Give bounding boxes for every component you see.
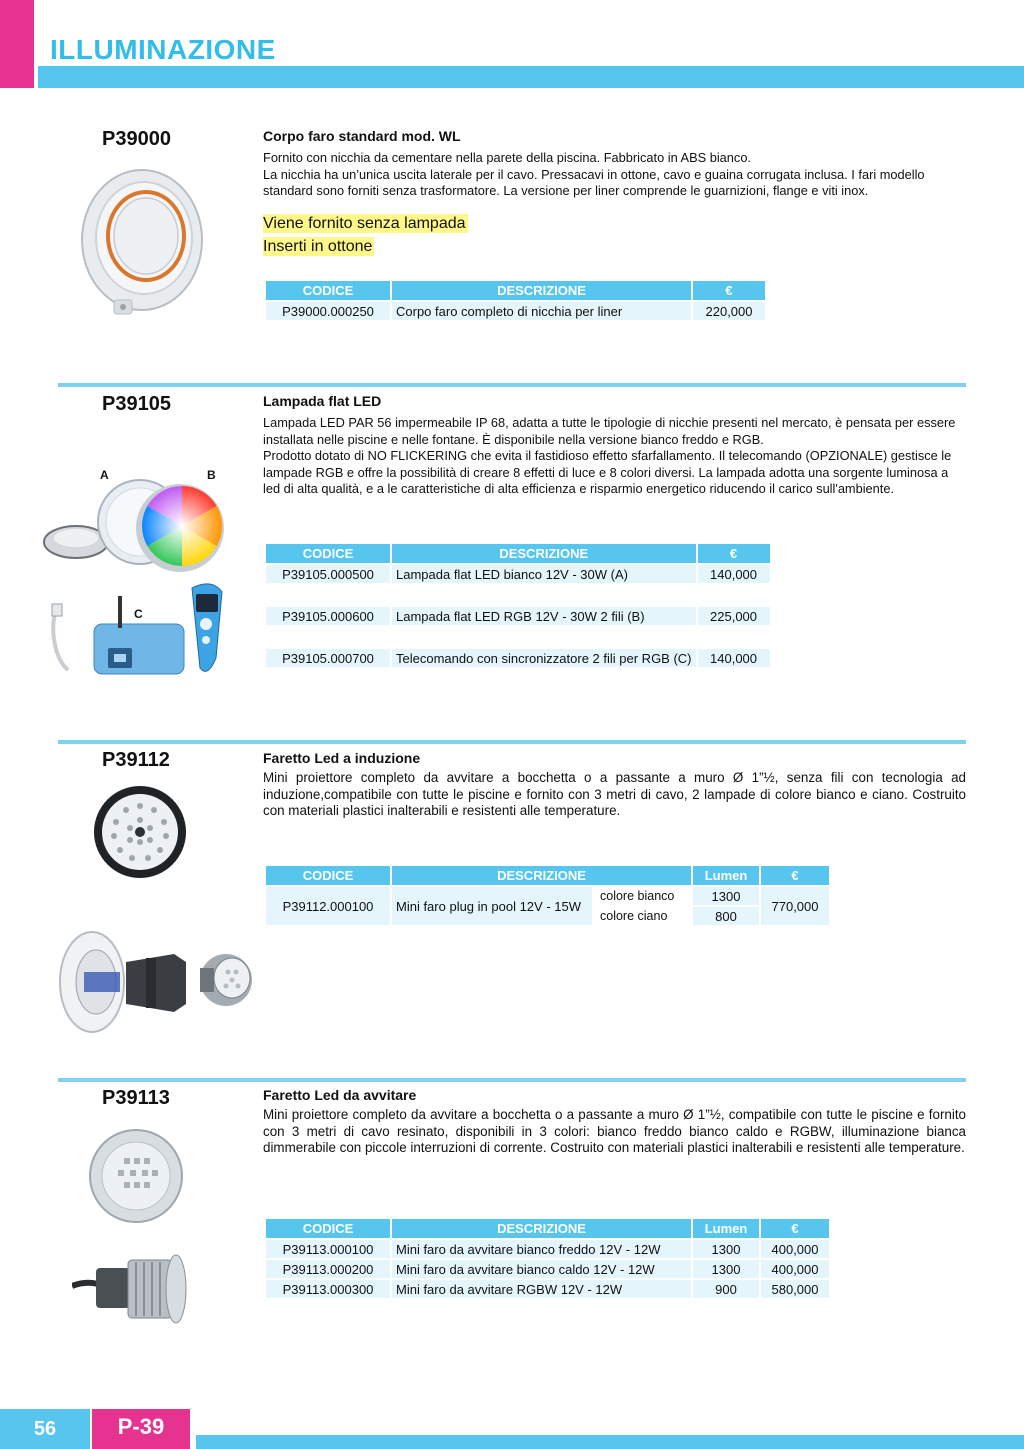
header-price: € bbox=[761, 1219, 829, 1238]
cell-price: 400,000 bbox=[761, 1240, 829, 1258]
screw-led-side-image bbox=[72, 1246, 192, 1332]
header-price: € bbox=[761, 866, 829, 885]
cell-price: 225,000 bbox=[698, 607, 770, 625]
description-paragraph: Prodotto dotato di NO FLICKERING che evita il fastidioso effetto sfarfallamento. Il telecomando (OPZIONALE) gestisce le lampade RGB e offre la possibilità di creare 8 effetti di luce e 8 colori diversi. La lampada adotta una sorgente luminosa a led di alta qualità, e a le caratteristiche di alta efficienza e risparmio energetico riducendo il carico sull'ambiente. bbox=[263, 448, 952, 496]
cell-price: 220,000 bbox=[693, 302, 765, 320]
cell-description: Mini faro da avvitare bianco caldo 12V - 12W bbox=[392, 1260, 691, 1278]
price-table bbox=[264, 542, 772, 669]
header-descrizione: DESCRIZIONE bbox=[392, 281, 691, 300]
header-lumen: Lumen bbox=[693, 1219, 759, 1238]
remote-controller-image bbox=[44, 578, 234, 678]
section-divider bbox=[58, 740, 966, 744]
header-codice: CODICE bbox=[266, 1219, 390, 1238]
product-title: Lampada flat LED bbox=[263, 393, 382, 409]
cell-code: P39105.000600 bbox=[266, 607, 390, 625]
header-pink-tab bbox=[0, 0, 34, 88]
cell-lumen: 1300 bbox=[693, 1260, 759, 1278]
highlight-note: Viene fornito senza lampada bbox=[263, 215, 466, 232]
product-title: Corpo faro standard mod. WL bbox=[263, 128, 461, 144]
cell-variant-color: colore ciano bbox=[594, 907, 691, 925]
product-description bbox=[263, 415, 966, 498]
table-row bbox=[266, 302, 765, 320]
description-paragraph: Fornito con nicchia da cementare nella parete della piscina. Fabbricato in ABS bianco. bbox=[263, 150, 751, 165]
description-paragraph: Mini proiettore completo da avvitare a bocchetta o a passante a muro Ø 1”½, compatibile con tutte le piscine e fornito con 3 metri di cavo resinato, disponibili in 3 colori: bianco freddo bianco caldo e RGBW, illuminazione bianca dimmerabile con piccole interruzioni di corrente. Costruito con materiali plastici inalterabili e resistenti alle temperature. bbox=[263, 1107, 966, 1155]
cell-code: P39113.000300 bbox=[266, 1280, 390, 1298]
cell-price: 140,000 bbox=[698, 565, 770, 583]
section-divider bbox=[58, 383, 966, 387]
table-row bbox=[266, 607, 770, 625]
cell-description: Mini faro da avvitare bianco freddo 12V - 12W bbox=[392, 1240, 691, 1258]
footer-bar bbox=[196, 1435, 1024, 1449]
table-row bbox=[266, 649, 770, 667]
table-row bbox=[266, 1240, 829, 1258]
product-code: P39105 bbox=[102, 393, 171, 415]
header-descrizione: DESCRIZIONE bbox=[392, 544, 696, 563]
header-descrizione: DESCRIZIONE bbox=[392, 1219, 691, 1238]
product-title: Faretto Led a induzione bbox=[263, 750, 421, 766]
cell-description: Telecomando con sincronizzatore 2 fili per RGB (C) bbox=[392, 649, 696, 667]
induction-spot-image bbox=[56, 928, 260, 1038]
cell-lumen: 900 bbox=[693, 1280, 759, 1298]
cell-code: P39000.000250 bbox=[266, 302, 390, 320]
cell-code: P39112.000100 bbox=[266, 887, 390, 925]
table-row bbox=[266, 1260, 829, 1278]
header-lumen: Lumen bbox=[693, 866, 759, 885]
cell-lumen: 1300 bbox=[693, 887, 759, 905]
cell-price: 770,000 bbox=[761, 887, 829, 925]
product-description bbox=[263, 770, 966, 820]
header-codice: CODICE bbox=[266, 544, 390, 563]
cell-description: Lampada flat LED bianco 12V - 30W (A) bbox=[392, 565, 696, 583]
cell-variant-color: colore bianco bbox=[594, 887, 691, 905]
cell-code: P39113.000100 bbox=[266, 1240, 390, 1258]
image-label-c: C bbox=[134, 607, 143, 621]
description-paragraph: Mini proiettore completo da avvitare a bocchetta o a passante a muro Ø 1”½, senza fili con tecnologia ad induzione,compatibile con tutte le piscine e fornito con 3 metri di cavo, 2 lampade di colore bianco e ciano. Costruito con materiali plastici inalterabili e resistenti alle temperature. bbox=[263, 770, 966, 818]
highlight-note: Inserti in ottone bbox=[263, 238, 373, 255]
cell-lumen: 800 bbox=[693, 907, 759, 925]
table-row bbox=[266, 565, 770, 583]
section-divider bbox=[58, 1078, 966, 1082]
page-code: P-39 bbox=[92, 1409, 190, 1449]
led-disk-image bbox=[92, 784, 188, 880]
product-description bbox=[263, 1107, 966, 1157]
page-number: 56 bbox=[0, 1409, 90, 1449]
cell-description: Mini faro da avvitare RGBW 12V - 12W bbox=[392, 1280, 691, 1298]
flat-led-lamps-image bbox=[40, 478, 230, 578]
lamp-body-image bbox=[74, 160, 206, 320]
header-codice: CODICE bbox=[266, 866, 390, 885]
cell-description: Lampada flat LED RGB 12V - 30W 2 fili (B) bbox=[392, 607, 696, 625]
cell-price: 400,000 bbox=[761, 1260, 829, 1278]
cell-price: 140,000 bbox=[698, 649, 770, 667]
cell-price: 580,000 bbox=[761, 1280, 829, 1298]
header-descrizione: DESCRIZIONE bbox=[392, 866, 691, 885]
product-title: Faretto Led da avvitare bbox=[263, 1087, 417, 1103]
product-description bbox=[263, 150, 966, 200]
price-table bbox=[264, 1217, 831, 1300]
table-row bbox=[266, 1280, 829, 1298]
cell-description: Corpo faro completo di nicchia per liner bbox=[392, 302, 691, 320]
product-code: P39112 bbox=[102, 749, 170, 771]
cell-description: Mini faro plug in pool 12V - 15W bbox=[392, 887, 592, 925]
product-code: P39000 bbox=[102, 128, 171, 150]
screw-led-front-image bbox=[88, 1128, 184, 1224]
cell-code: P39105.000500 bbox=[266, 565, 390, 583]
image-label-a: A bbox=[100, 468, 109, 482]
description-paragraph: Lampada LED PAR 56 impermeabile IP 68, adatta a tutte le tipologie di nicchie presenti nel mercato, è pensata per essere installata nelle piscine e nelle fontane. È disponibile nella versione bianco freddo e RGB. bbox=[263, 415, 956, 447]
header-price: € bbox=[693, 281, 765, 300]
price-table bbox=[264, 864, 831, 927]
cell-code: P39105.000700 bbox=[266, 649, 390, 667]
description-paragraph: La nicchia ha un’unica uscita laterale per il cavo. Pressacavi in ottone, cavo e guaina corrugata inclusa. I fari modello standard sono forniti senza trasformatore. La versione per liner comprende le guarnizioni, flange e viti inox. bbox=[263, 166, 925, 198]
page-title: ILLUMINAZIONE bbox=[50, 34, 276, 65]
header-bar bbox=[38, 66, 1024, 88]
image-label-b: B bbox=[207, 468, 216, 482]
header-price: € bbox=[698, 544, 770, 563]
header-codice: CODICE bbox=[266, 281, 390, 300]
table-row bbox=[266, 887, 829, 905]
cell-code: P39113.000200 bbox=[266, 1260, 390, 1278]
price-table bbox=[264, 279, 767, 322]
product-code: P39113 bbox=[102, 1087, 170, 1109]
cell-lumen: 1300 bbox=[693, 1240, 759, 1258]
